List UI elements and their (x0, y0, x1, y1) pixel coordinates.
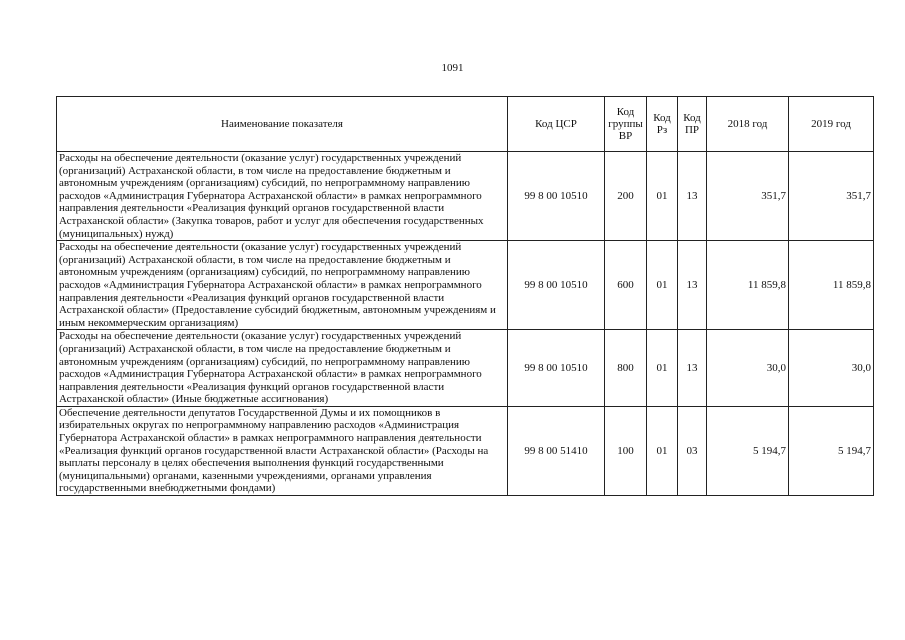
row-2019: 11 859,8 (789, 241, 874, 330)
header-pr (678, 97, 707, 152)
header-pr-line1: Код (683, 112, 701, 124)
row-2019: 30,0 (789, 330, 874, 407)
row-2018: 351,7 (707, 152, 789, 241)
row-csr: 99 8 00 10510 (508, 241, 605, 330)
header-vr (605, 97, 647, 152)
table-row (57, 241, 874, 330)
row-2018: 30,0 (707, 330, 789, 407)
row-name: Обеспечение деятельности депутатов Государственной Думы и их помощников в избирательных округах по непрограммному направлению расходов «Администрация Губернатора Астраханской области» в рамках непрограммного направления деятельности «Реализация функций органов государственной власти Астраханской области» (Расходы на выплаты персоналу в целях обеспечения выполнения функций государственными (муниципальными) органами, казенными учреждениями, органами управления государственными внебюджетными фондами) (57, 406, 508, 495)
table-row (57, 152, 874, 241)
table-header-row (57, 97, 874, 152)
row-rz: 01 (647, 152, 678, 241)
header-rz-line1: Код (653, 112, 671, 124)
row-2019: 5 194,7 (789, 406, 874, 495)
row-name: Расходы на обеспечение деятельности (оказание услуг) государственных учреждений (организаций) Астраханской области, в том числе на предоставление бюджетным и автономным учреждениям (организациям) субсидий, по непрограммному направлению расходов «Администрация Губернатора Астраханской области» в рамках непрограммного направления деятельности «Реализация функций органов государственной власти Астраханской области» (Закупка товаров, работ и услуг для обеспечения государственных (муниципальных) нужд) (57, 152, 508, 241)
header-2018: 2018 год (707, 97, 789, 152)
row-csr: 99 8 00 51410 (508, 406, 605, 495)
row-rz: 01 (647, 406, 678, 495)
header-name: Наименование показателя (57, 97, 508, 152)
header-pr-line2: ПР (684, 124, 700, 136)
header-rz-line2: Рз (656, 124, 668, 136)
row-pr: 13 (678, 241, 707, 330)
header-vr-line2: группы (608, 118, 643, 130)
row-2018: 11 859,8 (707, 241, 789, 330)
row-vr: 100 (605, 406, 647, 495)
header-2019: 2019 год (789, 97, 874, 152)
header-vr-line1: Код (616, 106, 635, 118)
table-row (57, 406, 874, 495)
row-rz: 01 (647, 330, 678, 407)
row-name: Расходы на обеспечение деятельности (оказание услуг) государственных учреждений (организаций) Астраханской области, в том числе на предоставление бюджетным и автономным учреждениям (организациям) субсидий, по непрограммному направлению расходов «Администрация Губернатора Астраханской области» в рамках непрограммного направления деятельности «Реализация функций органов государственной власти Астраханской области» (Предоставление субсидий бюджетным, автономным учреждениям и иным некоммерческим организациям) (57, 241, 508, 330)
row-csr: 99 8 00 10510 (508, 330, 605, 407)
row-vr: 200 (605, 152, 647, 241)
row-csr: 99 8 00 10510 (508, 152, 605, 241)
row-rz: 01 (647, 241, 678, 330)
header-vr-line3: ВР (618, 130, 633, 142)
budget-table (56, 96, 874, 496)
header-csr: Код ЦСР (508, 97, 605, 152)
header-rz (647, 97, 678, 152)
row-2018: 5 194,7 (707, 406, 789, 495)
row-2019: 351,7 (789, 152, 874, 241)
table-row (57, 330, 874, 407)
row-name: Расходы на обеспечение деятельности (оказание услуг) государственных учреждений (организаций) Астраханской области, в том числе на предоставление бюджетным и автономным учреждениям (организациям) субсидий, по непрограммному направлению расходов «Администрация Губернатора Астраханской области» в рамках непрограммного направления деятельности «Реализация функций органов государственной власти Астраханской области» (Иные бюджетные ассигнования) (57, 330, 508, 407)
row-vr: 600 (605, 241, 647, 330)
page-number: 1091 (441, 62, 464, 74)
row-vr: 800 (605, 330, 647, 407)
row-pr: 13 (678, 330, 707, 407)
row-pr: 03 (678, 406, 707, 495)
row-pr: 13 (678, 152, 707, 241)
